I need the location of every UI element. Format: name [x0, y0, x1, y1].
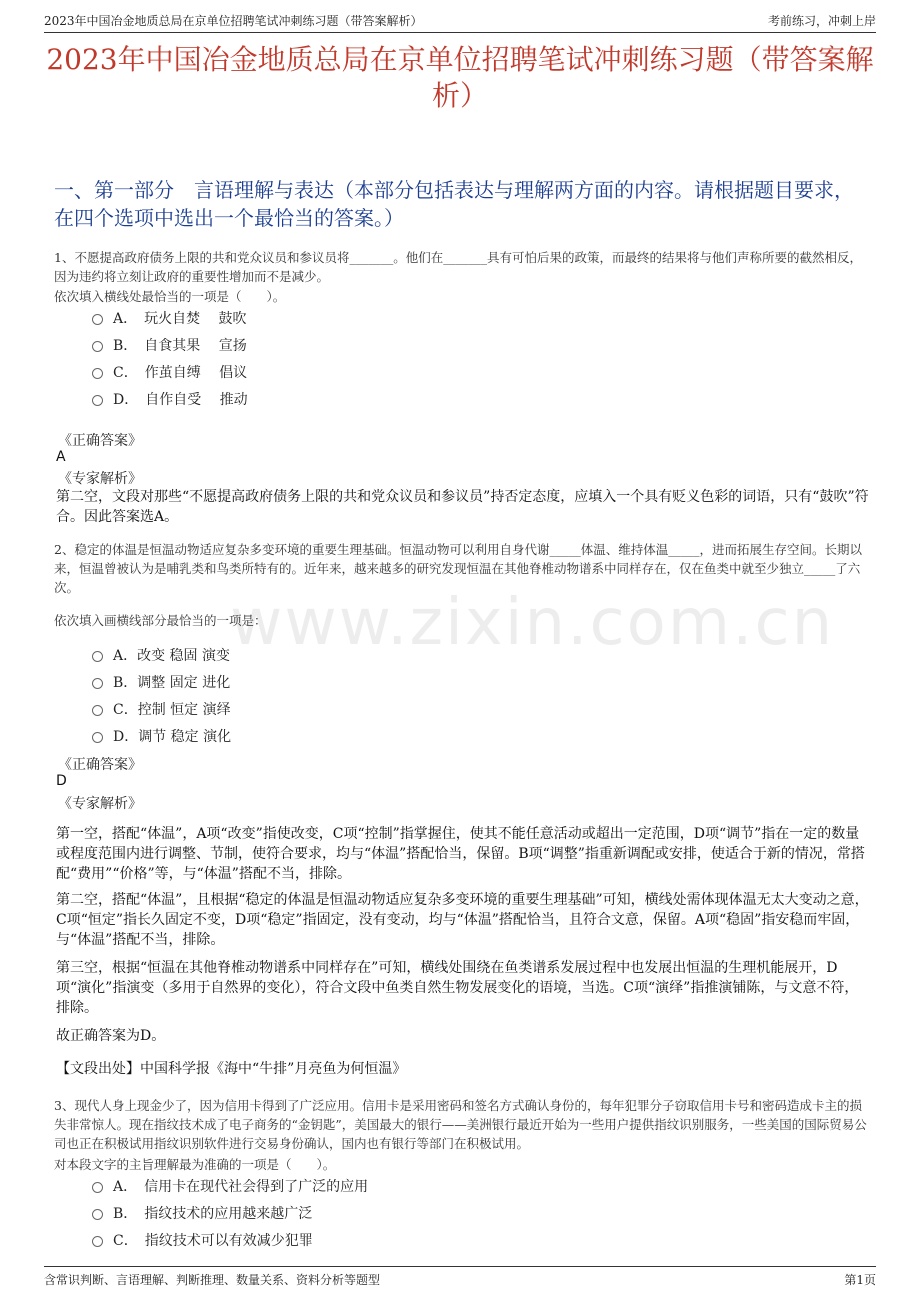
question-3-option-c[interactable] [92, 1230, 313, 1250]
option-label: B． 自食其果 宣扬 [113, 338, 247, 354]
question-2-analysis-label: 《专家解析》 [58, 796, 142, 812]
question-2-analysis-paragraph: 第三空，根据“恒温在其他脊椎动物谱系中同样存在”可知，横线处围绕在鱼类谱系发展过程中也发展出恒温的生理机能展开，D项“演化”指演变（多用于自然界的变化），符合文段中鱼类自然生物发展变化的语境，当选。C项“演绎”指推演铺陈，与文意不符，排除。 [56, 960, 859, 1016]
question-1-answer-label: 《正确答案》 [58, 433, 142, 449]
question-1-option-c[interactable] [92, 362, 247, 382]
header-left-text: 2023年中国冶金地质总局在京单位招聘笔试冲刺练习题（带答案解析） [44, 14, 423, 28]
question-2-analysis-paragraph: 第一空，搭配“体温”，A项“改变”指使改变，C项“控制”指掌握住，使其不能任意活动或超出一定范围，D项“调节”指在一定的数量或程度范围内进行调整、节制，使符合要求，均与“体温”搭配恰当，保留。B项“调整”指重新调配或安排，使适合于新的情况，常搭配“费用”“价格”等，与“体温”搭配不当，排除。 [56, 826, 865, 882]
question-1-option-a[interactable] [92, 308, 247, 328]
option-label: A．改变 稳固 演变 [113, 648, 231, 664]
option-label: B． 指纹技术的应用越来越广泛 [113, 1206, 313, 1222]
question-1-analysis-label: 《专家解析》 [58, 471, 142, 487]
footer-left-text: 含常识判断、言语理解、判断推理、数量关系、资料分析等题型 [44, 1273, 381, 1287]
question-2-option-b[interactable] [92, 672, 230, 692]
document-title: 2023年中国冶金地质总局在京单位招聘笔试冲刺练习题（带答案解析） [46, 43, 874, 112]
option-label: C．控制 恒定 演绎 [113, 702, 231, 718]
radio-icon[interactable] [92, 368, 103, 379]
option-label: C． 指纹技术可以有效减少犯罪 [113, 1233, 313, 1249]
question-1-answer: A [56, 449, 66, 465]
question-2-text: 2、稳定的体温是恒温动物适应复杂多变环境的重要生理基础。恒温动物可以利用自身代谢_____体温、维持体温_____，进而拓展生存空间。长期以来，恒温曾被认为是哺乳类和鸟类所特有的。近年来，越来越多的研究发现恒温在其他脊椎动物谱系中同样存在，仅在鱼类中就至少独立_____了六次。 [54, 542, 862, 595]
option-label: A． 玩火自焚 鼓吹 [113, 311, 247, 327]
radio-icon[interactable] [92, 395, 103, 406]
question-2-conclusion: 故正确答案为D。 [56, 1028, 166, 1044]
radio-icon[interactable] [92, 1236, 103, 1247]
question-1-analysis: 第二空，文段对那些“不愿提高政府债务上限的共和党众议员和参议员”持否定态度，应填入一个具有贬义色彩的词语，只有“鼓吹”符合。因此答案选A。 [56, 489, 869, 525]
page-footer [44, 1266, 876, 1289]
question-2-answer: D [56, 773, 67, 789]
question-1-text: 1、不愿提高政府债务上限的共和党众议员和参议员将_______。他们在_______具有可怕后果的政策，而最终的结果将与他们声称所要的截然相反，因为违约将立刻让政府的重要性增加而不是减少。 [54, 250, 862, 284]
radio-icon[interactable] [92, 314, 103, 325]
radio-icon[interactable] [92, 1182, 103, 1193]
watermark: www.zixin.com.cn [230, 586, 835, 660]
page-header [44, 10, 876, 33]
section-heading: 一、第一部分 言语理解与表达（本部分包括表达与理解两方面的内容。请根据题目要求，在四个选项中选出一个最恰当的答案。） [54, 178, 854, 230]
option-label: C． 作茧自缚 倡议 [113, 365, 248, 381]
question-2-answer-label: 《正确答案》 [58, 757, 142, 773]
question-2-source: 【文段出处】中国科学报《海中“牛排”月亮鱼为何恒温》 [56, 1061, 407, 1077]
question-2-option-c[interactable] [92, 699, 231, 719]
question-1-option-d[interactable] [92, 389, 248, 409]
radio-icon[interactable] [92, 341, 103, 352]
radio-icon[interactable] [92, 732, 103, 743]
option-label: B．调整 固定 进化 [113, 675, 231, 691]
question-2-analysis-paragraph: 第二空，搭配“体温”，且根据“稳定的体温是恒温动物适应复杂多变环境的重要生理基础”可知，横线处需体现体温无太大变动之意，C项“恒定”指长久固定不变，D项“稳定”指固定，没有变动，均与“体温”搭配恰当，且符合文意，保留。A项“稳固”指安稳而牢固，与“体温”搭配不当，排除。 [56, 892, 869, 948]
header-right-text: 考前练习，冲刺上岸 [767, 14, 876, 28]
radio-icon[interactable] [92, 651, 103, 662]
radio-icon[interactable] [92, 705, 103, 716]
page-number: 第1页 [844, 1273, 876, 1287]
question-1-prompt: 依次填入横线处最恰当的一项是（ ）。 [54, 289, 286, 304]
question-3-option-a[interactable] [92, 1176, 368, 1196]
radio-icon[interactable] [92, 1209, 103, 1220]
question-2-option-a[interactable] [92, 645, 230, 665]
option-label: D． 自作自受 推动 [113, 392, 248, 408]
radio-icon[interactable] [92, 678, 103, 689]
question-2-prompt: 依次填入画横线部分最恰当的一项是： [54, 613, 267, 628]
question-3-text: 3、现代人身上现金少了，因为信用卡得到了广泛应用。信用卡是采用密码和签名方式确认身份的，每年犯罪分子窃取信用卡号和密码造成卡主的损失非常惊人。现在指纹技术成了电子商务的“金钥匙”，美国最大的银行——美洲银行最近开始为一些用户提供指纹识别服务，一些美国的国际贸易公司也正在积极试用指纹识别软件进行交易身份确认，国内也有银行等部门在积极试用。 [54, 1098, 867, 1151]
option-label: D．调节 稳定 演化 [113, 729, 232, 745]
question-3-prompt: 对本段文字的主旨理解最为准确的一项是（ ）。 [54, 1157, 336, 1172]
question-2-option-d[interactable] [92, 726, 231, 746]
question-1-option-b[interactable] [92, 335, 247, 355]
question-3-option-b[interactable] [92, 1203, 312, 1223]
option-label: A． 信用卡在现代社会得到了广泛的应用 [113, 1179, 369, 1195]
